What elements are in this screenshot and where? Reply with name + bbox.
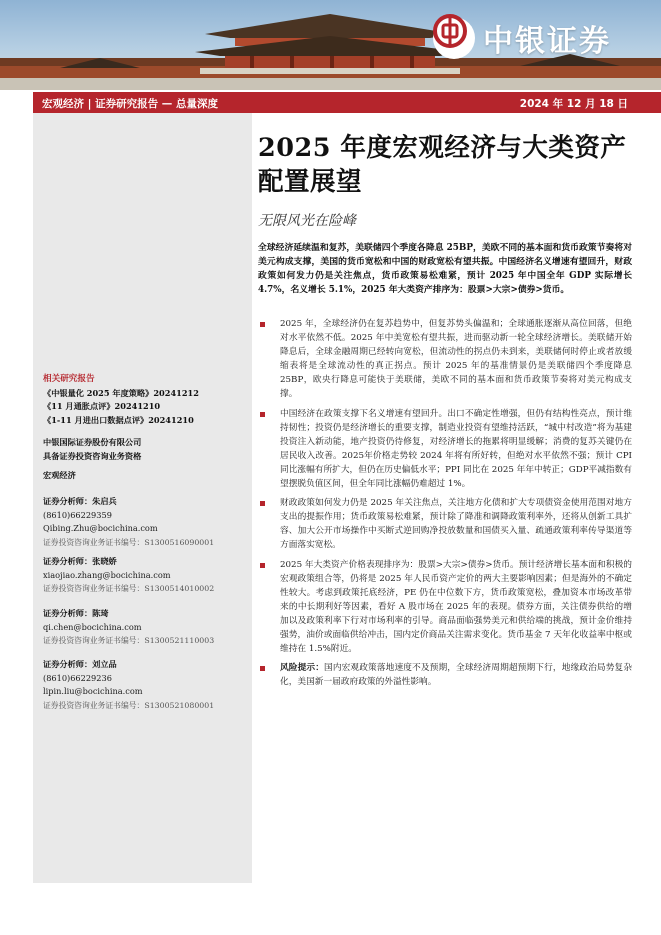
risk-item <box>258 661 632 689</box>
related-report-item[interactable]: 《中银量化 2025 年度策略》20241212 <box>43 387 199 398</box>
logo-text: 中银证券 <box>483 24 611 59</box>
analyst-license: 证券投资咨询业务证书编号：S1300514010002 <box>43 584 215 593</box>
analyst-license: 证券投资咨询业务证书编号：S1300521080001 <box>43 700 215 710</box>
list-item: 财政政策如何发力仍是 2025 年关注焦点，关注地方化债和扩大专项债资金使用范围对地方支出的提振作用；货币政策易松难紧，预计除了降准和调降政策利率外，还将从创新工具扩容、加大公开市场操作中买断式逆回购净投放数量和国债买入量、疏通政策利率传导渠道等方面落实宽松。 <box>258 496 632 552</box>
company-qualification: 具备证券投资咨询业务资格 <box>43 450 142 461</box>
company-logo <box>433 14 611 62</box>
key-points-list <box>258 317 632 694</box>
analyst-email[interactable]: qi.chen@bocichina.com <box>43 621 142 632</box>
analyst-card <box>43 658 248 712</box>
report-title: 2025 年度宏观经济与大类资产配置展望 <box>258 133 627 197</box>
analyst-phone: (8610)66229359 <box>43 509 112 520</box>
report-category-bar <box>33 92 661 113</box>
report-summary: 全球经济延续温和复苏，美联储四个季度各降息 25BP，美欧不同的基本面和货币政策节奏将对美元构成支撑，美国的货币宽松和中国的财政宽松有望共振。中国经济名义增速有望回升，财政政策如何发力仍是关注焦点，货币政策易松难紧，预计 2025 年中国全年 GDP 实际增长 4.7%，名义增长 5.1%，2025 年大类资产排序为：股票>大宗>债券>货币。 <box>258 243 632 295</box>
company-info <box>43 436 248 463</box>
boc-logo-icon <box>433 17 475 59</box>
sidebar <box>33 113 252 883</box>
related-reports <box>43 373 248 427</box>
related-reports-title: 相关研究报告 <box>43 374 95 384</box>
related-report-item[interactable]: 《1-11 月进出口数据点评》20241210 <box>43 414 194 425</box>
company-name: 中银国际证券股份有限公司 <box>43 437 142 447</box>
sector: 宏观经济 <box>43 470 76 480</box>
list-item: 2025 年大类资产价格表现排序为：股票>大宗>债券>货币。预计经济增长基本面和积极的宏观政策组合等，仍将是 2025 年人民币资产定价的两大主要影响因素；但是海外的不确定性较大。考虑到政策托底经济，PE 仍在中位数下方，货币政策宽松，叠加资本市场改革带来的中长期利好等因素，看好 A 股市场在 2025 年的表现。债券方面，关注债券供给的增加以及政策利率下行对市场利率的引导。商品面临强势美元和供给端的挑战，预计金价维持强势，油价或面临供给冲击，国内定价商品关注需求变化。货币基金 7 天年化收益率中枢或维持在 1.5%附近。 <box>258 558 632 657</box>
analyst-email[interactable]: xiaojiao.zhang@bocichina.com <box>43 569 171 580</box>
analyst-name: 证券分析师：陈琦 <box>43 608 109 618</box>
report-subtitle: 无限风光在险峰 <box>258 213 356 229</box>
analyst-license: 证券投资咨询业务证书编号：S1300516090001 <box>43 537 215 547</box>
sector-label <box>43 469 248 483</box>
report-category: 宏观经济 | 证券研究报告 — 总量深度 <box>42 98 218 110</box>
analyst-name: 证券分析师：刘立品 <box>43 659 117 669</box>
related-report-item[interactable]: 《11 月通胀点评》20241210 <box>43 401 161 411</box>
risk-label: 风险提示： <box>280 663 325 674</box>
list-item: 中国经济在政策支撑下名义增速有望回升。出口不确定性增强，但仍有结构性亮点，预计维持韧性；投资仍是经济增长的重要支撑，制造业投资有望维持活跃，“城中村改造”将为基建投资注入新动能，地产投资仍待修复，对经济增长的拖累将明显缓解；消费的复苏关键仍在居民收入改善。2025年价格走势较 2024 年将有所好转，但绝对水平依然不强；预计 CPI 同比涨幅有所扩大，但仍在历史偏低水平；PPI 同比在 2025 年年中转正；GDP平减指数有望摆脱负值区间，但全年同比涨幅仍难超过 1%。 <box>258 407 632 492</box>
analyst-license: 证券投资咨询业务证书编号：S1300521110003 <box>43 636 215 645</box>
risk-text: 国内宏观政策落地速度不及预期，全球经济周期超预期下行，地缘政治局势复杂化，美国新一届政府政策的外溢性影响。 <box>280 663 633 688</box>
analyst-name: 证券分析师：张晓娇 <box>43 556 117 566</box>
analyst-email[interactable]: Qibing.Zhu@bocichina.com <box>43 523 158 533</box>
header-banner <box>0 0 661 90</box>
analyst-card <box>43 555 248 596</box>
analyst-phone: (8610)66229236 <box>43 672 112 683</box>
report-date: 2024 年 12 月 18 日 <box>519 98 628 110</box>
analyst-card <box>43 495 248 549</box>
analyst-email[interactable]: lipin.liu@bocichina.com <box>43 686 143 696</box>
analyst-name: 证券分析师：朱启兵 <box>43 496 117 506</box>
list-item: 2025 年，全球经济仍在复苏趋势中，但复苏势头偏温和；全球通胀逐渐从高位回落，但绝对水平依然不低。2025 年中美宽松有望共振，进而驱动新一轮全球经济增长。美联储开始降息后，全球金融周期已经转向宽松，但流动性的拐点仍未到来，美联储何时停止或者放缓缩表将是全球流动性的真正拐点。预计 2025 年的基准情景仍是美联储四个季度降息25BP，欧央行降息可能快于美联储，美欧不同的基本面和货币政策节奏将对美元构成支撑。 <box>258 317 632 402</box>
analyst-card <box>43 607 248 648</box>
